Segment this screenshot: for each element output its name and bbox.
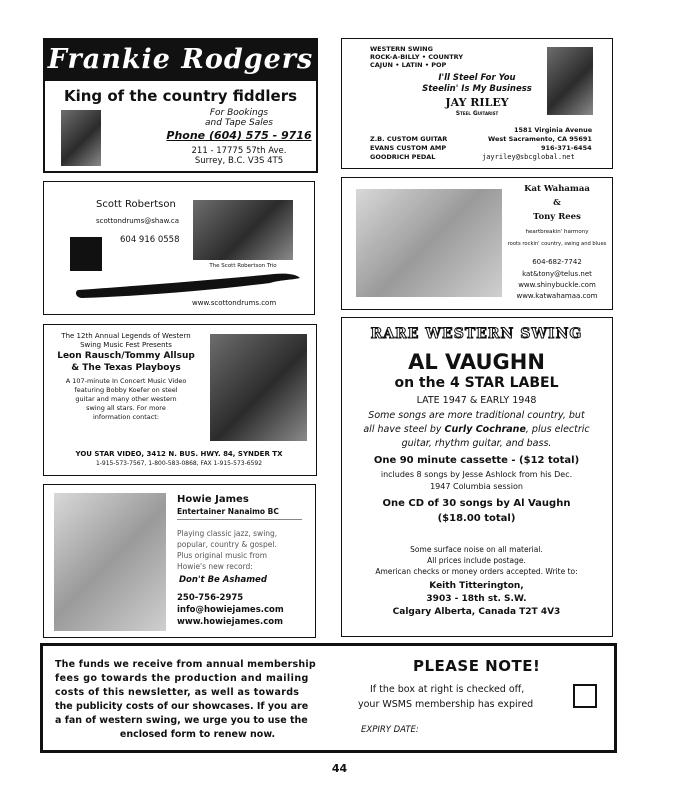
notice-line-5: a fan of western swing, we urge you to use the	[55, 715, 308, 726]
al-vaughn-ad	[341, 317, 613, 637]
howie-blurb-1: Playing classic jazz, swing,	[177, 529, 278, 538]
riley-address-1: 1581 Virginia Avenue	[514, 126, 593, 134]
tony-name: Tony Rees	[533, 212, 581, 222]
howie-photo	[54, 493, 166, 631]
legends-video-ad	[43, 324, 317, 476]
legends-intro-2: Swing Music Fest Presents	[80, 341, 172, 349]
vaughn-desc-2a: all have steel by	[363, 424, 445, 435]
frankie-photo	[61, 110, 101, 166]
kat-website-2: www.katwahamaa.com	[516, 292, 598, 300]
scott-robertson-ad	[43, 181, 315, 315]
legends-headline-2: & The Texas Playboys	[71, 363, 181, 373]
notice-line-4: the publicity costs of our showcases. If you are	[55, 701, 309, 712]
frankie-tape-sales: and Tape Sales	[205, 118, 273, 128]
scott-name: Scott Robertson	[96, 199, 176, 210]
riley-phone: 916-371-6454	[541, 144, 592, 152]
frankie-rodgers-ad	[43, 38, 318, 173]
frankie-tagline: King of the country fiddlers	[63, 87, 298, 105]
vaughn-cd: One CD of 30 songs by Al Vaughn	[382, 498, 571, 509]
riley-email: jayriley@sbcglobal.net	[482, 153, 575, 161]
legends-desc-2: featuring Bobby Koefer on steel	[74, 386, 178, 394]
howie-james-ad	[43, 484, 316, 638]
expiry-date-label: EXPIRY DATE:	[361, 725, 419, 735]
scott-logo	[70, 237, 102, 271]
riley-genres-3: CAJUN • LATIN • POP	[370, 61, 447, 69]
riley-gear-3: GOODRICH PEDAL	[370, 153, 436, 161]
riley-photo	[547, 47, 593, 115]
vaughn-desc-2c: , plus electric	[525, 424, 590, 435]
legends-photo	[210, 334, 307, 441]
frankie-bookings: For Bookings	[209, 108, 269, 118]
howie-website: www.howiejames.com	[177, 617, 283, 627]
vaughn-cassette-note-2: 1947 Columbia session	[430, 482, 523, 491]
vaughn-address-1: Keith Titterington,	[429, 581, 524, 591]
scott-drumstick-graphic	[74, 268, 304, 300]
vaughn-name: AL VAUGHN	[408, 350, 545, 374]
scott-email: scottondrums@shaw.ca	[96, 217, 180, 225]
howie-phone: 250-756-2975	[177, 593, 244, 603]
vaughn-desc-1: Some songs are more traditional country, but	[368, 410, 585, 421]
please-note-heading: PLEASE NOTE!	[413, 657, 541, 675]
notice-line-6: enclosed form to renew now.	[119, 729, 276, 740]
vaughn-note-2: All prices include postage.	[427, 556, 526, 565]
vaughn-label: on the 4 STAR LABEL	[394, 375, 559, 391]
howie-record: Don't Be Ashamed	[179, 575, 267, 585]
scott-photo-caption: The Scott Robertson Trio	[209, 263, 277, 269]
riley-gear-1: Z.B. CUSTOM GUITAR	[370, 135, 448, 143]
vaughn-note-3: American checks or money orders accepted. Write to:	[375, 567, 578, 576]
jay-riley-ad	[341, 38, 613, 169]
vaughn-cassette-note-1: includes 8 songs by Jesse Ashlock from his Dec.	[380, 470, 573, 479]
riley-title: Steel Guitarist	[455, 110, 499, 117]
howie-email: info@howiejames.com	[177, 605, 284, 615]
vaughn-years: LATE 1947 & EARLY 1948	[416, 395, 537, 406]
frankie-name: Frankie Rodgers	[47, 44, 314, 75]
legends-desc-1: A 107-minute In Concert Music Video	[65, 377, 187, 385]
riley-slogan-2: Steelin' Is My Business	[422, 84, 532, 94]
vaughn-cassette: One 90 minute cassette - ($12 total)	[373, 455, 580, 466]
expiry-notice-1: If the box at right is checked off,	[370, 684, 525, 695]
howie-divider	[177, 519, 302, 520]
vaughn-banner: RARE WESTERN SWING	[370, 326, 583, 342]
kat-phone: 604-682-7742	[532, 258, 582, 266]
kat-line-2: roots rockin' country, swing and blues	[507, 241, 607, 247]
vaughn-desc-3: guitar, rhythm guitar, and bass.	[401, 438, 552, 449]
kat-ampersand: &	[553, 198, 561, 208]
notice-line-2: fees go towards the production and mailing	[55, 673, 309, 684]
kat-line-1: heartbreakin' harmony	[525, 229, 589, 235]
howie-name: Howie James	[177, 494, 249, 505]
riley-address-2: West Sacramento, CA 95691	[488, 135, 592, 143]
legends-desc-5: information contact:	[92, 413, 160, 421]
riley-genres-1: WESTERN SWING	[370, 45, 433, 53]
riley-genres-2: ROCK-A-BILLY • COUNTRY	[370, 53, 464, 61]
kat-website-1: www.shinybuckle.com	[518, 281, 596, 289]
vaughn-desc-2	[342, 424, 611, 435]
expiry-checkbox[interactable]	[573, 684, 597, 708]
membership-notice	[40, 643, 617, 753]
frankie-address-1: 211 - 17775 57th Ave.	[191, 146, 287, 156]
riley-gear-2: EVANS CUSTOM AMP	[370, 144, 447, 152]
scott-website: www.scottondrums.com	[192, 299, 277, 307]
page-number: 44	[331, 762, 348, 775]
howie-blurb-4: Howie's new record:	[177, 562, 253, 571]
kat-tony-ad	[341, 177, 613, 310]
legends-contact-2: 1-915-573-7567, 1-800-583-0868, FAX 1-915-573-6592	[95, 460, 263, 467]
riley-slogan-1: I'll Steel For You	[438, 73, 516, 83]
vaughn-steel-player: Curly Cochrane	[444, 424, 526, 435]
expiry-notice-2: your WSMS membership has expired	[358, 699, 534, 710]
howie-title: Entertainer Nanaimo BC	[177, 507, 279, 516]
legends-desc-3: guitar and many other western	[75, 395, 177, 403]
notice-line-1: The funds we receive from annual membership	[55, 659, 316, 670]
kat-email: kat&tony@telus.net	[522, 270, 592, 278]
legends-intro-1: The 12th Annual Legends of Western	[61, 332, 191, 340]
vaughn-note-1: Some surface noise on all material.	[410, 545, 543, 554]
riley-name: JAY RILEY	[445, 96, 509, 109]
kat-name: Kat Wahamaa	[524, 184, 590, 194]
scott-trio-photo	[193, 200, 293, 260]
howie-blurb-3: Plus original music from	[177, 551, 268, 560]
vaughn-address-3: Calgary Alberta, Canada T2T 4V3	[392, 607, 561, 617]
vaughn-address-2: 3903 - 18th st. S.W.	[426, 594, 527, 604]
frankie-phone: Phone (604) 575 - 9716	[166, 129, 312, 142]
howie-blurb-2: popular, country & gospel.	[177, 540, 277, 549]
legends-contact-1: YOU STAR VIDEO, 3412 N. BUS. HWY. 84, SYNDER TX	[75, 450, 283, 458]
vaughn-cd-price: ($18.00 total)	[437, 513, 516, 524]
legends-headline-1: Leon Rausch/Tommy Allsup	[57, 351, 195, 361]
scott-phone: 604 916 0558	[120, 235, 180, 245]
legends-desc-4: swing all stars. For more	[86, 404, 166, 412]
frankie-address-2: Surrey, B.C. V3S 4T5	[194, 156, 284, 166]
kat-tony-photo	[356, 189, 502, 297]
notice-line-3: costs of this newsletter, as well as towards	[55, 687, 300, 698]
